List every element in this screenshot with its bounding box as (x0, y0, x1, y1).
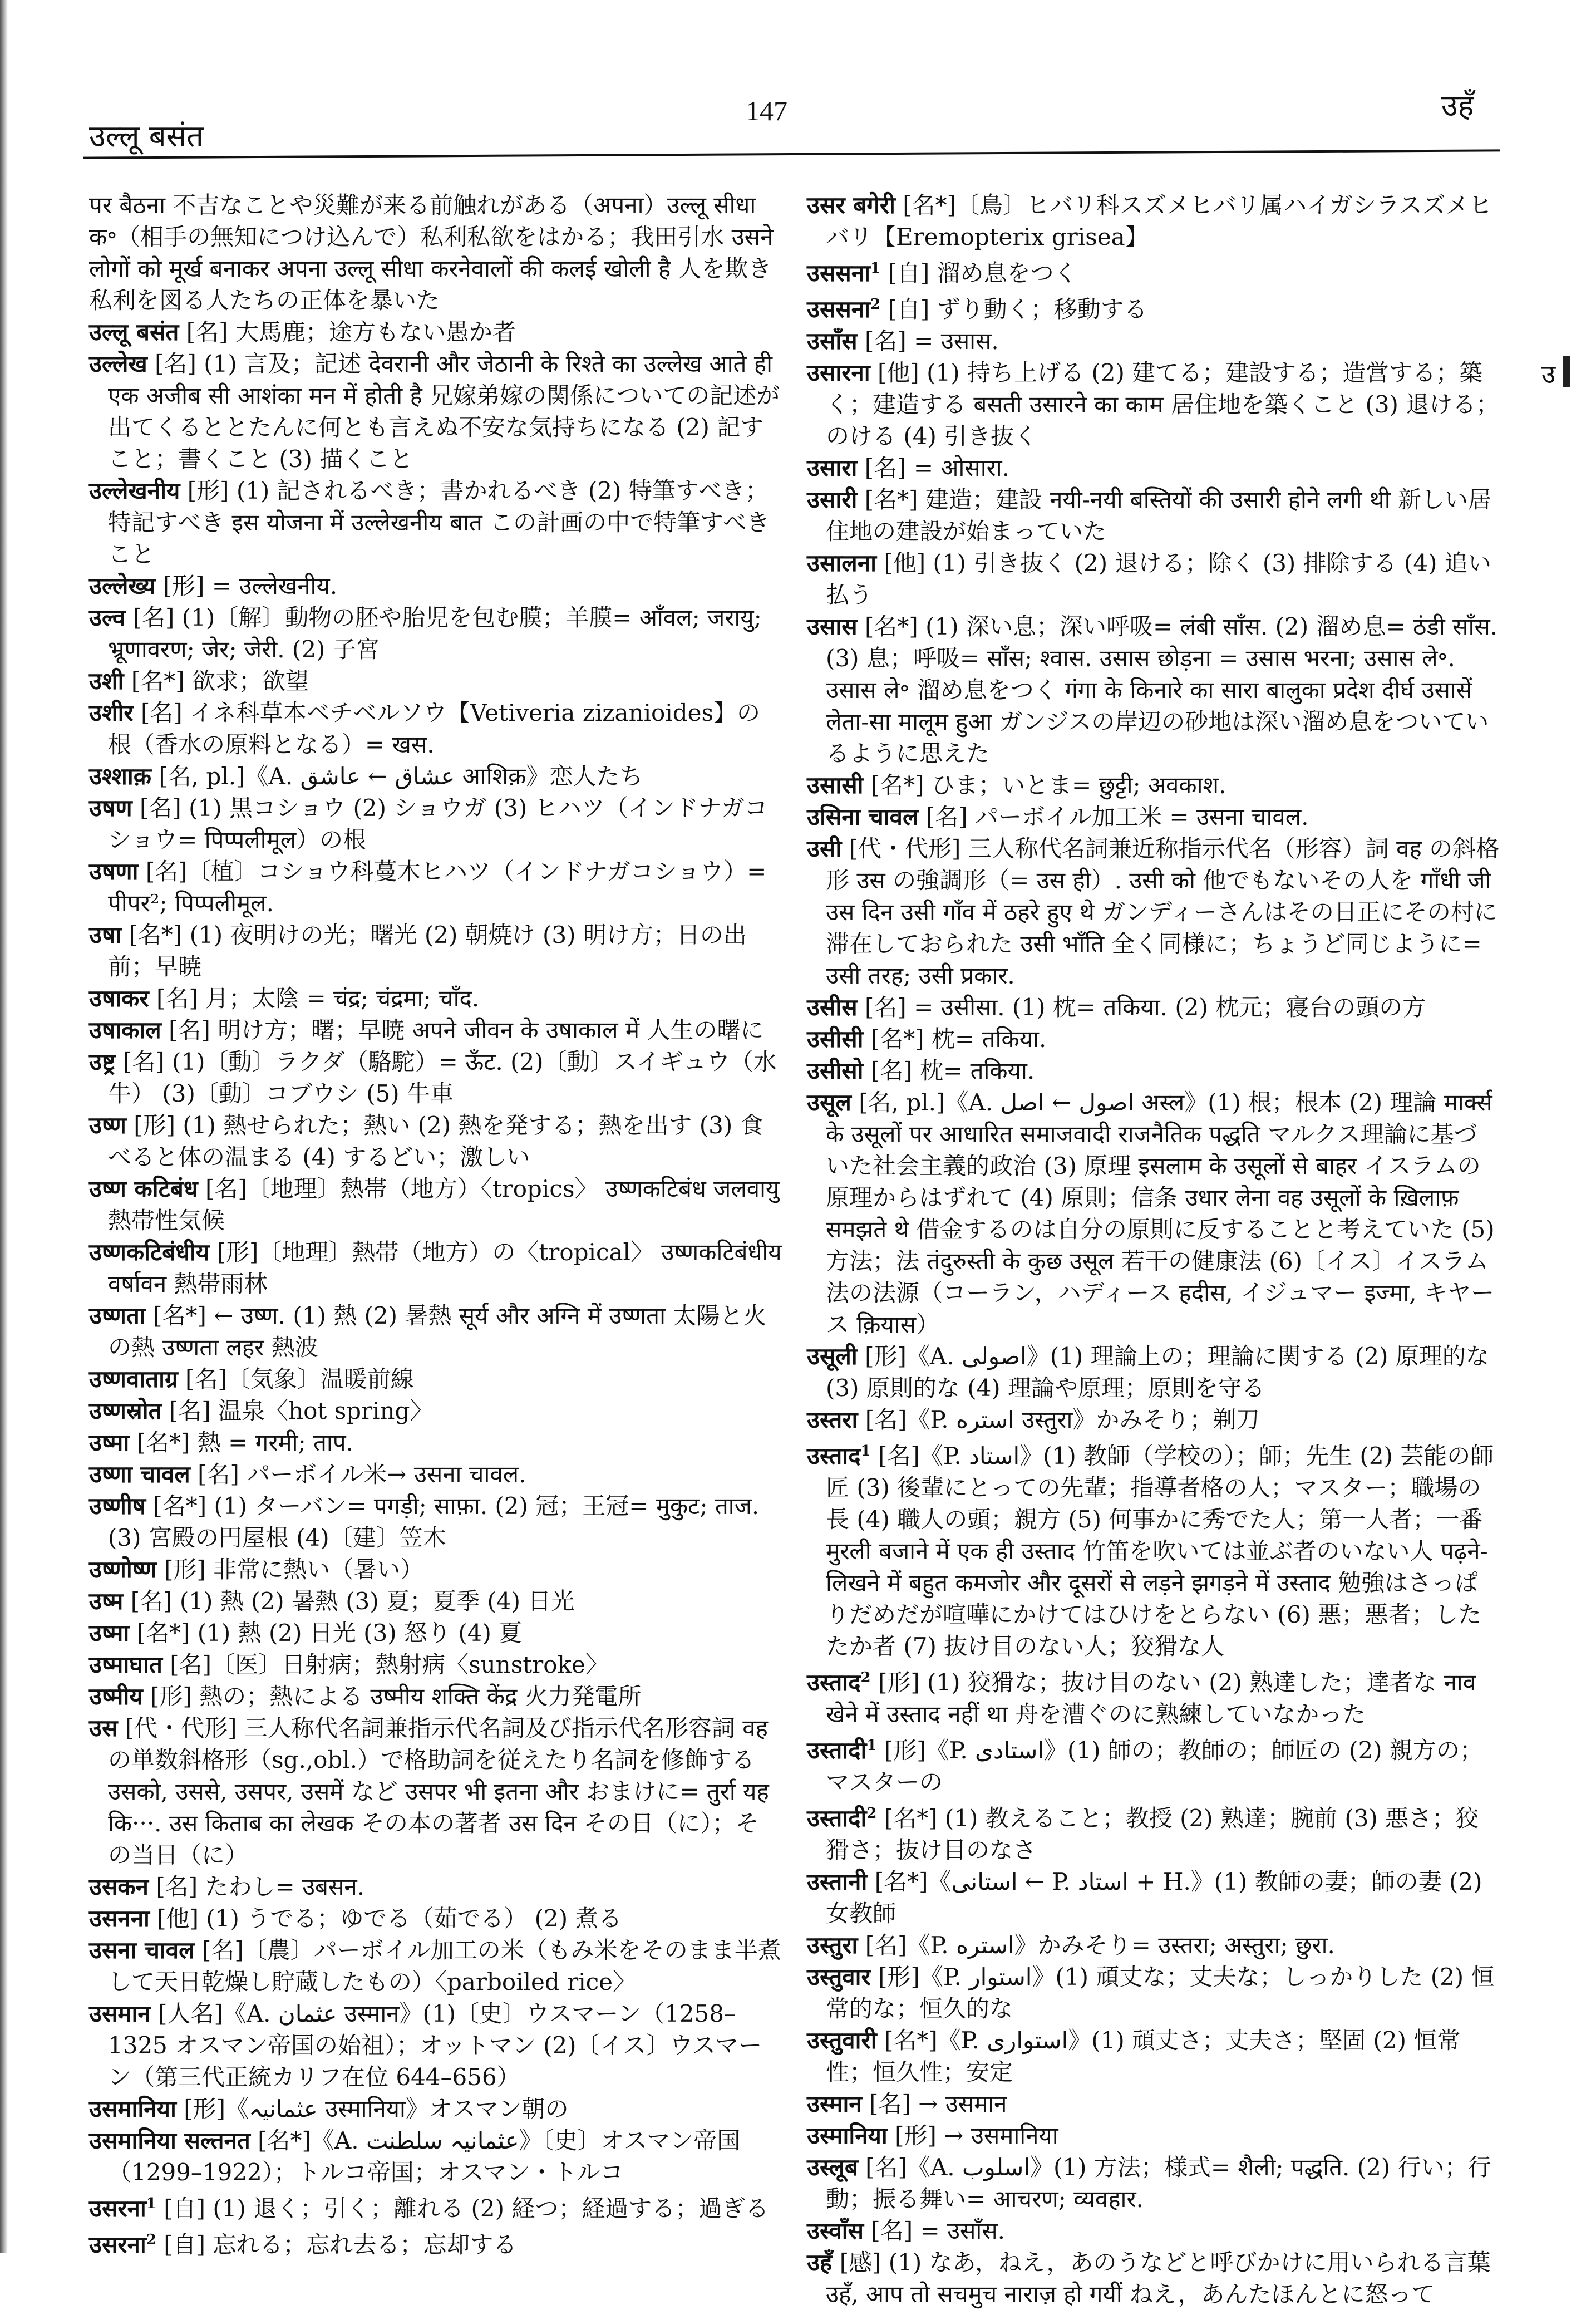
headword-text: उस्ताद (807, 1669, 861, 1696)
dictionary-entry (89, 1712, 782, 1871)
homonym-number: 1 (866, 1737, 877, 1754)
headword-text: उहँ (807, 2249, 833, 2276)
headword (807, 1406, 858, 1433)
dictionary-entry (89, 1236, 782, 1300)
homonym-number: 1 (146, 2195, 156, 2212)
definition: [他] (1) うでる；ゆでる（茹でる） (2) 煮る (157, 1905, 622, 1932)
headword-text: उष्मा (89, 1429, 130, 1456)
headword-text: उसूली (807, 1343, 858, 1370)
headword (89, 350, 147, 377)
headword-text: उस (89, 1714, 118, 1742)
headword-text: उष्माघात (89, 1651, 162, 1678)
headword-text: उष्मीय (89, 1683, 143, 1710)
headword-text: उसीसो (807, 1057, 864, 1084)
headword-text: उसालना (807, 549, 876, 577)
headword-text: उसीसी (807, 1025, 864, 1053)
definition: [名] 明け方；曙；早暁 अपने जीवन के उषाकाल में 人生の曙に (169, 1016, 764, 1044)
headword (89, 2000, 151, 2027)
definition: [名*] (1) 熱 (2) 日光 (3) 怒り (4) 夏 (136, 1619, 523, 1647)
headword (89, 1683, 143, 1710)
headword (89, 318, 179, 346)
definition: [形] → उसमानिया (895, 2122, 1058, 2149)
definition: [人名]《A. عثمان उस्मान》(1)〔史〕ウスマーン（1258–1325 オスマン帝国の始祖）；オットマン (2)〔イス〕ウスマーン（第三代正統カリフ在位 644–656） (108, 2000, 762, 2091)
dictionary-entry (807, 1866, 1500, 1929)
headword-text: उषण (89, 794, 132, 822)
dictionary-entry (89, 1046, 782, 1109)
dictionary-entry (807, 1055, 1500, 1087)
definition: [名]〔気象〕温暖前線 (185, 1365, 414, 1393)
dictionary-entry (89, 2224, 782, 2260)
definition: [形]《A. اصولی》(1) 理論上の；理論に関する (2) 原理的な (3) 原則的な (4) 理論や原理；原則を守る (826, 1343, 1489, 1402)
definition: [自] 溜め息をつく (888, 259, 1077, 287)
dictionary-entry (807, 1404, 1500, 1436)
definition: [名]《P. استره》かみそり= उस्तरा; अस्तुरा; छुरा. (865, 1931, 1335, 1959)
headword-text: उस्तुरा (807, 1931, 858, 1959)
dictionary-entry (807, 357, 1500, 452)
definition: [名*] 熱 = गरमी; ताप. (136, 1429, 354, 1456)
headword-text: उल्व (89, 604, 126, 631)
definition: [名*] (1) 夜明けの光；曙光 (2) 朝焼け (3) 明け方；日の出前；早暁 (108, 921, 747, 980)
definition: [名] パーボイル加工米 = उसना चावल. (925, 803, 1309, 830)
dictionary-entry (89, 919, 782, 982)
dictionary-entry (89, 1109, 782, 1173)
definition: [名] 月；太陰 = चंद्र; चंद्रमा; चाँद. (156, 985, 480, 1012)
definition: [名] (1)〔動〕ラクダ（駱駝）= ऊँट. (2)〔動〕スイギュウ（水牛） (3)〔動〕コブウシ (5) 牛車 (108, 1048, 777, 1107)
definition: [名] = उसीसा. (1) 枕= तकिया. (2) 枕元；寝台の頭の方 (865, 994, 1426, 1021)
dictionary-entry (89, 1649, 782, 1680)
headword (807, 191, 895, 219)
dictionary-entry (89, 1014, 782, 1046)
headword-text: उषा (89, 921, 122, 948)
headword-text: उस्ताद (807, 1442, 861, 1469)
definition: [名] = उसाँस. (871, 2217, 1006, 2244)
dictionary-entry (807, 289, 1500, 325)
dictionary-entry (89, 2093, 782, 2125)
definition: [名] (1) 言及；記述 देवरानी और जेठानी के रिश्ते का उल्लेख आते ही एक अजीब सी आशंका मन में होती है 兄嫁弟嫁の関係についての記述が出てくるととたんに何とも言えぬ不安な気持ちになる (2) 記すこと；書くこと (3) 描くこと (108, 350, 780, 473)
headword (89, 1556, 157, 1583)
headword-text: उस्तादी (807, 1805, 867, 1832)
dictionary-entry (807, 1929, 1500, 1961)
page-number: 147 (746, 95, 787, 126)
definition: [名] (1) 熱 (2) 暑熱 (3) 夏；夏季 (4) 日光 (130, 1587, 575, 1615)
headword-text: उस्लूब (807, 2154, 858, 2181)
headword-text: उसारा (807, 454, 858, 481)
dictionary-entry (807, 1961, 1500, 2024)
dictionary-entry (807, 1798, 1500, 1866)
headword (807, 1737, 876, 1764)
left-column (89, 189, 782, 2260)
dictionary-entry (807, 253, 1500, 289)
headword-text: उल्लेखनीय (89, 477, 180, 504)
headword (89, 1619, 129, 1647)
dictionary-entry (807, 1662, 1500, 1730)
dictionary-entry (89, 1395, 782, 1427)
headword (89, 1112, 126, 1139)
definition: [他] (1) 持ち上げる (2) 建てる；建設する；造営する；築く；建造する बसती उसारने का काम 居住地を築くこと (3) 退ける；のける (4) 引き抜く (826, 359, 1500, 450)
headword-text: उससना (807, 259, 870, 287)
headword-text: उष्ट्र (89, 1048, 116, 1075)
headword (807, 1343, 858, 1370)
definition: [名] 温泉〈hot spring〉 (169, 1397, 434, 1424)
header-rule (83, 149, 1500, 159)
headword (807, 2122, 888, 2149)
headword (89, 699, 134, 726)
headword (807, 835, 841, 862)
headword (807, 613, 858, 640)
dictionary-entry (89, 475, 782, 570)
definition: [名*] ← उष्ण. (1) 熱 (2) 暑熱 सूर्य और अग्नि में उष्णता 太陽と火の熱 उष्णता लहर 熱波 (108, 1302, 767, 1361)
headword-text: उस्वाँस (807, 2217, 864, 2244)
headword (807, 296, 880, 323)
dictionary-entry (807, 2024, 1500, 2088)
homonym-number: 1 (870, 260, 881, 277)
homonym-number: 2 (860, 1669, 871, 1686)
headword-text: उस्तादी (807, 1737, 867, 1764)
definition: [名*]《A. عثمانیہ سلطنت》〔史〕オスマン帝国（1299–1922）；トルコ帝国；オスマン・トルコ (108, 2127, 741, 2186)
headword (89, 1492, 146, 1520)
dictionary-entry (89, 1680, 782, 1712)
dictionary-entry (89, 1458, 782, 1490)
dictionary-entry (89, 1585, 782, 1617)
headword (807, 1442, 871, 1469)
headword (89, 1302, 146, 1329)
right-guide-word: उहँ (1441, 88, 1474, 123)
headword (807, 2027, 877, 2054)
dictionary-entry (89, 665, 782, 697)
headword (807, 994, 858, 1021)
definition: [名*]《استانی ← P. استاد + H.》(1) 教師の妻；師の妻 (2) 女教師 (826, 1868, 1482, 1927)
definition: [名*]〔鳥〕ヒバリ科スズメヒバリ属ハイガシラスズメヒバリ【Eremopterix grisea】 (826, 191, 1492, 250)
headword (89, 1587, 123, 1615)
headword-text: उस्तुवार (807, 1963, 871, 1990)
definition: [名] イネ科草本ベチベルソウ【Vetiveria zizanioides】の根（香水の原料となる）= खस. (108, 699, 761, 758)
definition: [自] ずり動く；移動する (888, 296, 1147, 323)
dictionary-entry (807, 325, 1500, 357)
headword (807, 803, 918, 830)
headword-text: उसासी (807, 771, 864, 799)
headword (807, 1025, 864, 1053)
definition: [形]《عثمانیہ उस्मानिया》オスマン朝の (184, 2095, 569, 2122)
headword-text: उसना चावल (89, 1937, 195, 1964)
dictionary-entry (89, 1998, 782, 2093)
headword-text: उषाकाल (89, 1016, 161, 1044)
thumb-index-label: उ (1541, 359, 1556, 389)
dictionary-entry (89, 792, 782, 856)
definition: [名]《P. استاد》(1) 教師（学校の）；師；先生 (2) 芸能の師匠 (3) 後輩にとっての先輩；指導者格の人；マスター；職場の長 (4) 職人の頭；親方 (5) 何事かに秀でた人；第一人者；一番 मुरली बजाने में एक ही उस्ताद 竹笛を吹いては並ぶ者のいない人 पढ़ने-लिखने में बहुत कमजोर और दूसरों से लड़ने झगड़ने में उस्ताद 勉強はさっぱりだめだが喧嘩にかけてはひけをとらない (6) 悪；悪者；したたか者 (7) 抜け目のない人；狡猾な人 (826, 1442, 1494, 1660)
headword (807, 1868, 867, 1895)
definition: [名, pl.]《A. عشاق ← عاشق आशिक़》恋人たち (159, 763, 643, 790)
headword (89, 1016, 161, 1044)
dictionary-entry (807, 1340, 1500, 1404)
definition: [名*] (1) 深い息；深い呼吸= लंबी साँस. (2) 溜め息= ठंडी साँस. (3) 息；呼吸= साँस; श्वास. उसास छोड़ना = उसास भरना; उसास ले॰. उसास ले॰ 溜め息をつく गंगा के किनारे का सारा बालुका प्रदेश दीर्घ उसासें लेता-सा मालूम हुआ ガンジスの岸辺の砂地は深い溜め息をついているように思えた (826, 613, 1498, 767)
definition: [名*] (1) 教えること；教授 (2) 熟達；腕前 (3) 悪さ；狡猾さ；抜け目のなさ (826, 1805, 1479, 1864)
definition: [名*]《P. استواری》(1) 頑丈さ；丈夫さ；堅固 (2) 恒常性；恒久性；安定 (826, 2027, 1461, 2086)
definition: [他] (1) 引き抜く (2) 退ける；除く (3) 排除する (4) 追い払う (826, 549, 1491, 608)
headword-text: उस्तरा (807, 1406, 858, 1433)
definition: [形] 非常に熱い（暑い） (164, 1556, 424, 1583)
definition: [代・代形] 三人称代名詞兼指示代名詞及び指示代名形容詞 वह の単数斜格形（sg.,obl.）で格助詞を従えたり名詞を修飾する उसको, उससे, उसपर, उसमें など उसपर भी इतना और おまけに= तुर्रा यह कि···. उस किताब का लेखक その本の著者 उस दिन その日（に）；その当日（に） (108, 1714, 769, 1869)
headword (807, 259, 880, 287)
dictionary-entry (807, 833, 1500, 991)
dictionary-entry (89, 1903, 782, 1934)
dictionary-entry (89, 1173, 782, 1236)
headword (89, 1175, 198, 1202)
dictionary-entry (807, 2120, 1500, 2151)
headword-text: उष्ण कटिबंध (89, 1175, 198, 1202)
scan-edge-shadow (0, 0, 8, 2253)
headword (807, 1057, 864, 1084)
headword-text: उसरना (89, 2195, 146, 2222)
headword-text: उसास (807, 613, 858, 640)
definition: [名*] 欲求；欲望 (131, 667, 309, 695)
definition: [形]〔地理〕熱帯（地方）の〈tropical〉 उष्णकटिबंधीय वर्षावन 熱帯雨林 (108, 1238, 782, 1297)
headword (807, 359, 870, 386)
headword-text: उष्णा चावल (89, 1461, 190, 1488)
headword-text: उसूल (807, 1089, 851, 1116)
headword-text: उस्तुवारी (807, 2027, 877, 2054)
dictionary-entry (807, 2088, 1500, 2120)
definition: [名]《P. استره उस्तुरा》かみそり；剃刀 (865, 1406, 1260, 1433)
dictionary-entry (807, 484, 1500, 547)
definition: [名]《A. اسلوب》(1) 方法；様式= शैली; पद्धति. (2) 行い；行動；振る舞い= आचरण; व्यवहार. (826, 2154, 1491, 2213)
homonym-number: 1 (860, 1443, 871, 1459)
definition: [形] (1) 熱せられた；熱い (2) 熱を発する；熱を出す (3) 食べると体の温まる (4) するどい；激しい (108, 1112, 763, 1171)
headword (807, 1669, 871, 1696)
headword (89, 1238, 209, 1266)
headword (89, 1651, 162, 1678)
headword (89, 1905, 150, 1932)
dictionary-entry (89, 760, 782, 792)
definition: [名*] ひま；いとま= छुट्टी; अवकाश. (870, 771, 1226, 799)
definition: [形] 熱の；熱による उष्मीय शक्ति केंद्र 火力発電所 (150, 1683, 642, 1710)
dictionary-entry (807, 991, 1500, 1023)
headword (807, 2090, 862, 2117)
definition: [名] (1) 黒コショウ (2) ショウガ (3) ヒハツ（インドナガコショウ= पिप्पलीमूल）の根 (108, 794, 768, 853)
dictionary-entry (807, 1730, 1500, 1798)
dictionary-entry (807, 2247, 1500, 2310)
headword (807, 1963, 871, 1990)
dictionary-entry (89, 856, 782, 919)
headword (807, 549, 876, 577)
headword-text: उषाकर (89, 985, 149, 1012)
headword (89, 1429, 129, 1456)
headword (89, 667, 124, 695)
headword (807, 486, 857, 513)
dictionary-entry (89, 1427, 782, 1458)
headword (89, 985, 149, 1012)
homonym-number: 2 (146, 2232, 156, 2248)
definition: [代・代形] 三人称代名詞兼近称指示代名（形容）詞 वह の斜格形 उस の強調形（= उस ही）. उसी को 他でもないその人を गाँधी जी उस दिन उसी गाँव में ठहरे हुए थे ガンディーさんはその日正にその村に滞在しておられた उसी भाँति 全く同様に；ちょうど同じように= उसी तरह; उसी प्रकार. (826, 835, 1500, 989)
headword (807, 1089, 851, 1116)
definition: [形]《P. استادی》(1) 師の；教師の；師匠の (2) 親方の；マスターの (826, 1737, 1484, 1796)
dictionary-entry (807, 189, 1500, 253)
headword-text: उष्णवाताग्र (89, 1365, 178, 1393)
entry-continuation (89, 189, 782, 316)
headword-text: उसर बगेरी (807, 191, 895, 219)
headword (89, 763, 151, 790)
dictionary-entry (807, 1436, 1500, 1662)
definition: पर बैठना 不吉なことや災難が来る前触れがある（अपना）उल्लू सीधा क॰（相手の無知につけ込んで）私利私欲をはかる；我田引水 उसने लोगों को मूर्ख बनाकर अपना उल्लू सीधा करनेवालों की कलई खोली है 人を欺き私利を図る人たちの正体を暴いた (89, 191, 774, 314)
dictionary-entry (807, 1023, 1500, 1055)
headword-text: उष्म (89, 1587, 124, 1615)
headword-text: उसमानिया सल्तनत (89, 2127, 250, 2154)
definition: [形] = उल्लेखनीय. (162, 572, 338, 599)
dictionary-entry (807, 1087, 1500, 1340)
headword-text: उसिना चावल (807, 803, 919, 830)
headword-text: उल्लेख्य (89, 572, 156, 599)
headword (89, 921, 121, 948)
headword (89, 2095, 176, 2122)
headword-text: उससना (807, 296, 870, 323)
dictionary-entry (807, 801, 1500, 833)
definition: [名] = ओसारा. (864, 454, 1010, 481)
dictionary-entry (89, 1871, 782, 1903)
headword (807, 1931, 858, 1959)
dictionary-entry (807, 611, 1500, 769)
headword-text: उल्लेख (89, 350, 147, 377)
headword-text: उश्शाक़ (89, 763, 151, 790)
definition: [名] 大馬鹿；途方もない愚か者 (186, 318, 516, 346)
headword (89, 2127, 250, 2154)
headword-text: उसनना (89, 1905, 150, 1932)
dictionary-entry (89, 348, 782, 475)
definition: [名] 枕= तकिया. (870, 1057, 1035, 1084)
headword-text: उष्णकटिबंधीय (89, 1238, 210, 1266)
headword-text: उष्णीष (89, 1492, 146, 1520)
headword (89, 1873, 149, 1900)
definition: [名]〔農〕パーボイル加工の米（もみ米をそのまま半煮して天日乾燥し貯蔵したもの）〈parboiled rice〉 (108, 1937, 781, 1996)
definition: [名*] (1) ターバン= पगड़ी; साफ़ा. (2) 冠；王冠= मुकुट; ताज. (3) 宮殿の円屋根 (4)〔建〕笠木 (108, 1492, 760, 1551)
headword-text: उसीस (807, 994, 858, 1021)
definition: [名] (1)〔解〕動物の胚や胎児を包む膜；羊膜= आँवल; जरायु; भ्रूणावरण; जेर; जेरी. (2) 子宮 (108, 604, 762, 663)
headword (89, 2231, 156, 2258)
headword-text: उष्णस्रोत (89, 1397, 162, 1424)
headword-text: उष्मा (89, 1619, 130, 1647)
headword-text: उस्मानिया (807, 2122, 888, 2149)
right-column (807, 189, 1500, 2310)
dictionary-entry (89, 1934, 782, 1998)
dictionary-entry (89, 602, 782, 665)
headword-text: उष्णता (89, 1302, 146, 1329)
definition: [名*] 建造；建設 नयी-नयी बस्तियों की उसारी होने लगी थी 新しい居住地の建設が始まっていた (826, 486, 1491, 545)
dictionary-entry (807, 2151, 1500, 2215)
thumb-index-marker (1563, 356, 1570, 387)
headword-text: उशीर (89, 699, 134, 726)
dictionary-entry (807, 547, 1500, 611)
definition: [名] = उसास. (865, 327, 999, 355)
dictionary-entry (89, 1617, 782, 1649)
headword-text: उसमानिया (89, 2095, 176, 2122)
headword (807, 2154, 858, 2181)
definition: [感] (1) なあ，ねえ，あのうなどと呼びかけに用いられる言葉 उहँ, आप तो सचमुच नाराज़ हो गयीं ねえ，あんたほんとに怒って (826, 2249, 1491, 2308)
definition: [名]〔地理〕熱帯（地方）〈tropics〉 उष्णकटिबंध जलवायु 熱帯性気候 (108, 1175, 780, 1234)
headword (807, 2217, 864, 2244)
dictionary-entry (89, 316, 782, 348)
headword-text: उसी (807, 835, 842, 862)
definition: [名, pl.]《A. اصول ← اصل अस्ल》(1) 根；根本 (2) 理論 मार्क्स के उसूलों पर आधारित समाजवादी राजनैतिक पद्धति マルクス理論に基づいた社会主義的政治 (3) 原理 इसलाम के उसूलों से बाहर イスラムの原理からはずれて (4) 原則；信条 उधार लेना वह उसूलों के ख़िलाफ़ समझते थे 借金するのは自分の原則に反することと考えていた (5) 方法；法 तंदुरुस्ती के कुछ उसूल 若干の健康法 (6)〔イス〕イスラム法の法源（コーラン，ハディース हदीस, イジュマー इज्मा, キヤース क़ियास） (826, 1089, 1495, 1338)
dictionary-entry (807, 2215, 1500, 2247)
dictionary-entry (89, 1490, 782, 1554)
headword (807, 327, 858, 355)
headword (89, 1048, 116, 1075)
homonym-number: 2 (870, 296, 881, 313)
headword-text: उसमान (89, 2000, 151, 2027)
definition: [名] たわし= उबसन. (156, 1873, 365, 1900)
dictionary-entry (89, 982, 782, 1014)
headword (89, 1461, 190, 1488)
headword (89, 572, 155, 599)
headword (807, 454, 857, 481)
headword-text: उसाँस (807, 327, 858, 355)
dictionary-entry (89, 1300, 782, 1363)
dictionary-entry (89, 697, 782, 760)
dictionary-entry (89, 2188, 782, 2224)
headword-text: उशी (89, 667, 124, 695)
headword-text: उसारी (807, 486, 858, 513)
headword (89, 1714, 117, 1742)
headword (89, 2195, 156, 2222)
homonym-number: 2 (866, 1805, 877, 1822)
headword (807, 771, 864, 799)
headword-text: उष्णोष्ण (89, 1556, 157, 1583)
dictionary-entry (807, 452, 1500, 484)
definition: [名]〔植〕コショウ科蔓木ヒハツ（インドナガコショウ）= पीपर²; पिप्पलीमूल. (108, 858, 767, 917)
definition: [名] → उसमान (869, 2090, 1007, 2117)
dictionary-entry (807, 769, 1500, 801)
dictionary-entry (89, 570, 782, 602)
definition: [自] (1) 退く；引く；離れる (2) 経つ；経過する；過ぎる (164, 2195, 769, 2222)
headword-text: उस्तानी (807, 1868, 868, 1895)
headword (807, 2249, 832, 2276)
headword (89, 604, 125, 631)
headword-text: उसकन (89, 1873, 149, 1900)
definition: [名*] 枕= तकिया. (870, 1025, 1047, 1053)
definition: [形]《P. استوار》(1) 頑丈な；丈夫な；しっかりした (2) 恒常的な；恒久的な (826, 1963, 1495, 2022)
definition: [名]〔医〕日射病；熱射病〈sunstroke〉 (170, 1651, 609, 1678)
headword-text: उसरना (89, 2231, 146, 2258)
definition: [自] 忘れる；忘れ去る；忘却する (164, 2231, 517, 2258)
headword (89, 1937, 195, 1964)
headword-text: उसारना (807, 359, 870, 386)
definition: [形] (1) 記されるべき；書かれるべき (2) 特筆すべき；特記すべき इस योजना में उल्लेखनीय बात この計画の中で特筆すべきこと (108, 477, 770, 568)
dictionary-entry (89, 1363, 782, 1395)
headword (89, 1397, 162, 1424)
left-guide-word: उल्लू बसंत (89, 119, 204, 154)
headword (89, 477, 180, 504)
dictionary-entry (89, 2125, 782, 2188)
headword (89, 794, 132, 822)
definition: [形] (1) 狡猾な；抜け目のない (2) 熟達した；達者な नाव खेने में उस्ताद नहीं था 舟を漕ぐのに熟練していなかった (826, 1669, 1476, 1728)
headword-text: उल्लू बसंत (89, 318, 179, 346)
definition: [名] パーボイル米→ उसना चावल. (198, 1461, 526, 1488)
headword (89, 858, 139, 885)
dictionary-entry (89, 1554, 782, 1585)
headword-text: उष्ण (89, 1112, 126, 1139)
headword (807, 1805, 876, 1832)
headword-text: उषणा (89, 858, 139, 885)
headword-text: उस्मान (807, 2090, 862, 2117)
headword (89, 1365, 178, 1393)
